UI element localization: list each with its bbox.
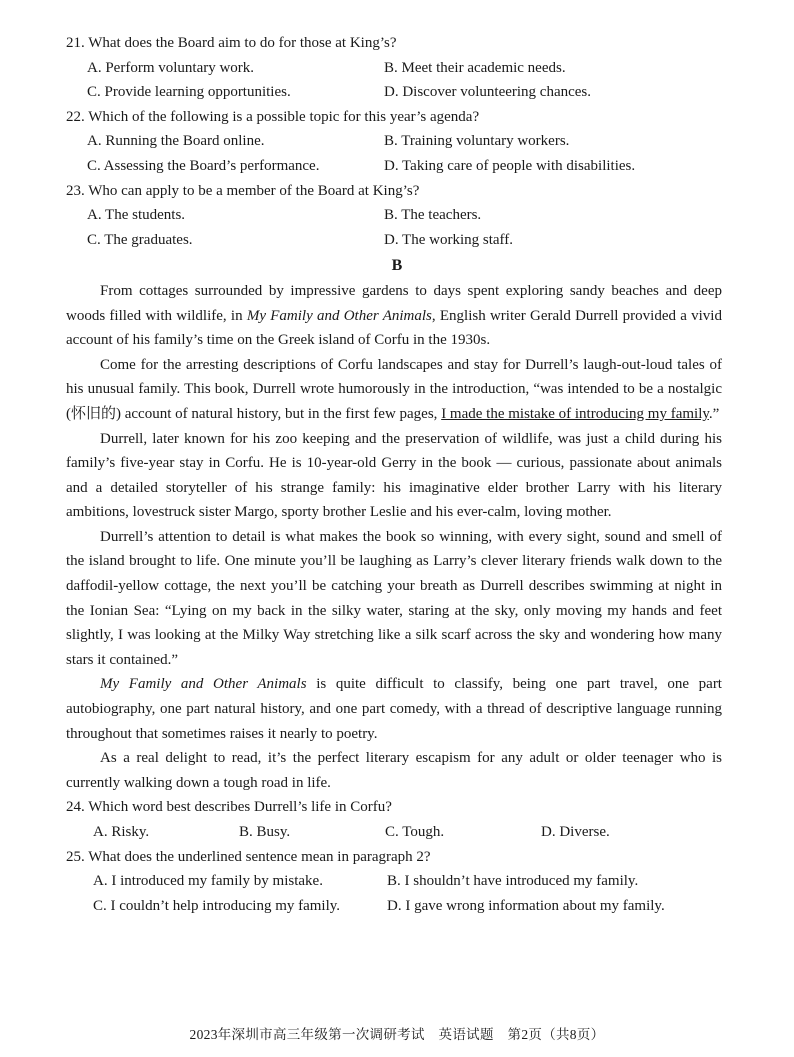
option-d: D. Diverse.	[541, 824, 610, 840]
question-24	[66, 795, 722, 844]
option-b: B. Training voluntary workers.	[384, 133, 570, 150]
paragraph-text: .”	[708, 405, 720, 422]
reading-passage	[66, 279, 722, 795]
option-c: C. The graduates.	[87, 231, 193, 248]
book-title: My Family and Other Animals	[100, 676, 307, 693]
option-grid	[66, 203, 722, 252]
paragraph-text: Come for the arresting descriptions of Corfu landscapes and stay for Durrell’s laugh-out-loud tales of his unusual family. This book, Durrell wrote humorously in the introduction, “was intended to be a nostalgic (怀旧的) account of natural history, but in the first few pages,	[66, 356, 722, 422]
option-b: B. Busy.	[239, 824, 291, 840]
option-c: C. Provide learning opportunities.	[87, 84, 291, 101]
passage-paragraph-6: As a real delight to read, it’s the perfect literary escapism for any adult or older teenager who is currently walking down a tough road in life.	[66, 750, 722, 791]
option-b: B. The teachers.	[384, 207, 482, 224]
page-footer: 2023年深圳市高三年级第一次调研考试 英语试题 第2页（共8页）	[189, 1027, 605, 1042]
question-stem: 25. What does the underlined sentence mean in paragraph 2?	[66, 848, 431, 865]
option-grid	[66, 869, 722, 918]
passage-paragraph-2	[66, 353, 722, 427]
option-a: A. The students.	[87, 207, 186, 224]
option-d: D. The working staff.	[384, 231, 514, 248]
option-b: B. I shouldn’t have introduced my family.	[387, 873, 639, 890]
question-stem: 24. Which word best describes Durrell’s life in Corfu?	[66, 799, 392, 816]
option-d: D. Taking care of people with disabilities.	[384, 157, 636, 174]
paragraph-text: is quite difficult to classify, being one part travel, one part autobiography, one part natural history, and one part comedy, with a thread of descriptive language running throughout that sometimes raises it nearly to poetry.	[66, 676, 722, 742]
option-c: C. I couldn’t help introducing my family.	[93, 897, 341, 914]
option-a: A. Running the Board online.	[87, 133, 265, 150]
book-title: My Family and Other Animals	[246, 307, 432, 324]
option-grid	[66, 56, 722, 105]
paragraph-text: From cottages surrounded by impressive gardens to days spent exploring sandy beaches and deep woods filled with wildlife, in	[66, 282, 722, 324]
passage-paragraph-5	[66, 672, 722, 746]
passage-paragraph-3: Durrell, later known for his zoo keeping and the preservation of wildlife, was just a child during his family’s five-year stay in Corfu. He is 10-year-old Gerry in the book — curious, passionate about animals and a detailed storyteller of his strange family: his imaginative elder brother Larry with his literary ambitions, lovestruck sister Margo, sporty brother Leslie and his ever-calm, loving mother.	[66, 430, 722, 521]
option-c: C. Tough.	[385, 824, 445, 840]
question-23	[66, 179, 722, 253]
paragraph-text: , English writer Gerald Durrell provided a vivid account of his family’s time on the Greek island of Corfu in the 1930s.	[66, 307, 722, 349]
question-25	[66, 845, 722, 919]
option-grid	[66, 129, 722, 178]
option-a: A. Perform voluntary work.	[87, 59, 255, 76]
option-d: D. I gave wrong information about my family.	[387, 897, 665, 914]
question-21	[66, 31, 722, 105]
question-stem: 23. Who can apply to be a member of the Board at King’s?	[66, 182, 420, 199]
option-c: C. Assessing the Board’s performance.	[87, 157, 320, 174]
underlined-sentence: I made the mistake of introducing my family	[441, 405, 709, 422]
question-22	[66, 105, 722, 179]
option-a: A. Risky.	[93, 824, 150, 840]
option-grid	[66, 820, 722, 845]
question-stem: 22. Which of the following is a possible topic for this year’s agenda?	[66, 108, 480, 125]
question-stem: 21. What does the Board aim to do for those at King’s?	[66, 35, 397, 51]
option-d: D. Discover volunteering chances.	[384, 84, 592, 101]
section-title: B	[391, 257, 403, 275]
passage-paragraph-1	[66, 279, 722, 353]
passage-paragraph-4: Durrell’s attention to detail is what makes the book so winning, with every sight, sound and smell of the island brought to life. One minute you’ll be laughing as Larry’s clever literary friends walk down to the daffodil-yellow cottage, the next you’ll be catching your breath as Durrell describes swimming at night in the Ionian Sea: “Lying on my back in the silky water, staring at the sky, only moving my hands and feet slightly, I was looking at the Milky Way stretching like a silk scarf across the sky and wondering how many stars it contained.”	[66, 528, 722, 668]
option-a: A. I introduced my family by mistake.	[93, 873, 323, 890]
option-b: B. Meet their academic needs.	[384, 59, 566, 76]
